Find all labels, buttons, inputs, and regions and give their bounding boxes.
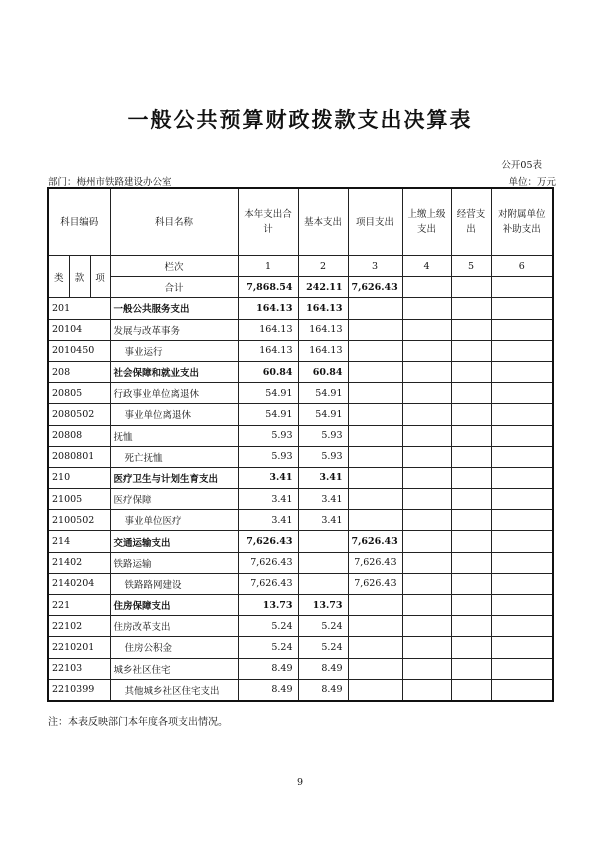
header-col1: 本年支出合计 [238,188,298,256]
subsidy-cell [491,446,553,467]
subject-code-cell: 22102 [48,616,110,637]
subsidy-cell [491,573,553,594]
operating-expenditure-cell [451,383,491,404]
operating-expenditure-cell [451,510,491,531]
upper-payment-cell [402,531,451,552]
upper-payment-cell [402,404,451,425]
project-expenditure-cell [348,595,402,616]
upper-payment-cell [402,467,451,488]
upper-payment-cell [402,319,451,340]
subsidy-cell [491,383,553,404]
col-number-2: 2 [298,256,348,277]
subsidy-cell [491,319,553,340]
subject-code-cell: 201 [48,298,110,319]
total-expenditure-cell: 7,626.43 [238,552,298,573]
subject-code-cell: 2140204 [48,573,110,594]
subsidy-cell [491,637,553,658]
table-row [48,489,553,510]
subsidy-cell [491,510,553,531]
total-expenditure-cell: 5.24 [238,616,298,637]
operating-expenditure-cell [451,467,491,488]
operating-expenditure-cell [451,340,491,361]
col-number-6: 6 [491,256,553,277]
total-expenditure-cell: 5.24 [238,637,298,658]
subject-code-cell: 2210399 [48,679,110,701]
operating-expenditure-cell [451,552,491,573]
project-expenditure-cell [348,616,402,637]
total-expenditure-cell: 7,626.43 [238,531,298,552]
header-col6: 对附属单位补助支出 [491,188,553,256]
subject-name-cell: 死亡抚恤 [110,446,238,467]
basic-expenditure-cell: 164.13 [298,319,348,340]
header-subject-code: 科目编码 [48,188,110,256]
subject-code-cell: 2080502 [48,404,110,425]
table-row [48,658,553,679]
total-expenditure-cell: 8.49 [238,658,298,679]
header-col5: 经营支出 [451,188,491,256]
total-expenditure-cell: 3.41 [238,489,298,510]
subject-name-cell: 铁路路网建设 [110,573,238,594]
subject-name-cell: 发展与改革事务 [110,319,238,340]
subject-name-cell: 抚恤 [110,425,238,446]
subject-code-cell: 210 [48,467,110,488]
table-row [48,679,553,701]
total-expenditure-cell: 3.41 [238,467,298,488]
total-expenditure-cell: 60.84 [238,361,298,382]
project-expenditure-cell: 7,626.43 [348,573,402,594]
total-expenditure-cell: 5.93 [238,446,298,467]
subsidy-cell [491,531,553,552]
basic-expenditure-cell: 164.13 [298,340,348,361]
table-row [48,531,553,552]
upper-payment-cell [402,679,451,701]
expenditure-table [47,187,554,702]
subject-name-cell: 铁路运输 [110,552,238,573]
total-expenditure-cell: 8.49 [238,679,298,701]
operating-expenditure-cell [451,425,491,446]
department-label: 部门：梅州市铁路建设办公室 [48,177,172,188]
project-expenditure-cell [348,467,402,488]
total-expenditure-cell: 13.73 [238,595,298,616]
operating-expenditure-cell [451,404,491,425]
basic-expenditure-cell: 54.91 [298,404,348,425]
basic-expenditure-cell [298,531,348,552]
operating-expenditure-cell [451,489,491,510]
operating-expenditure-cell [451,298,491,319]
subject-name-cell: 住房公积金 [110,637,238,658]
upper-payment-cell [402,489,451,510]
table-row [48,510,553,531]
basic-expenditure-cell: 5.24 [298,616,348,637]
total-col3: 7,626.43 [348,277,402,298]
subsidy-cell [491,298,553,319]
subsidy-cell [491,616,553,637]
header-kuan: 款 [69,256,90,298]
subsidy-cell [491,467,553,488]
total-expenditure-cell: 54.91 [238,404,298,425]
project-expenditure-cell [348,637,402,658]
project-expenditure-cell [348,319,402,340]
basic-expenditure-cell [298,573,348,594]
subject-code-cell: 214 [48,531,110,552]
upper-payment-cell [402,552,451,573]
header-col3: 项目支出 [348,188,402,256]
header-col4: 上缴上级支出 [402,188,451,256]
basic-expenditure-cell: 60.84 [298,361,348,382]
header-col2: 基本支出 [298,188,348,256]
header-subject-name: 科目名称 [110,188,238,256]
project-expenditure-cell [348,298,402,319]
total-expenditure-cell: 54.91 [238,383,298,404]
subject-name-cell: 社会保障和就业支出 [110,361,238,382]
basic-expenditure-cell: 3.41 [298,510,348,531]
project-expenditure-cell [348,679,402,701]
operating-expenditure-cell [451,573,491,594]
operating-expenditure-cell [451,616,491,637]
subsidy-cell [491,595,553,616]
subsidy-cell [491,552,553,573]
total-expenditure-cell: 3.41 [238,510,298,531]
subject-name-cell: 事业单位医疗 [110,510,238,531]
project-expenditure-cell [348,658,402,679]
operating-expenditure-cell [451,446,491,467]
total-expenditure-cell: 164.13 [238,319,298,340]
project-expenditure-cell: 7,626.43 [348,531,402,552]
upper-payment-cell [402,595,451,616]
total-col5 [451,277,491,298]
subject-name-cell: 一般公共服务支出 [110,298,238,319]
table-row [48,340,553,361]
operating-expenditure-cell [451,361,491,382]
subject-name-cell: 交通运输支出 [110,531,238,552]
subject-name-cell: 住房改革支出 [110,616,238,637]
project-expenditure-cell [348,383,402,404]
subject-name-cell: 其他城乡社区住宅支出 [110,679,238,701]
basic-expenditure-cell: 54.91 [298,383,348,404]
basic-expenditure-cell: 3.41 [298,467,348,488]
basic-expenditure-cell: 164.13 [298,298,348,319]
subject-code-cell: 21402 [48,552,110,573]
total-row [48,277,553,298]
table-row [48,361,553,382]
col-number-4: 4 [402,256,451,277]
subject-name-cell: 医疗保障 [110,489,238,510]
upper-payment-cell [402,361,451,382]
upper-payment-cell [402,425,451,446]
project-expenditure-cell: 7,626.43 [348,552,402,573]
total-col2: 242.11 [298,277,348,298]
subject-name-cell: 医疗卫生与计划生育支出 [110,467,238,488]
project-expenditure-cell [348,404,402,425]
subject-name-cell: 事业运行 [110,340,238,361]
subsidy-cell [491,361,553,382]
subject-code-cell: 2210201 [48,637,110,658]
basic-expenditure-cell: 8.49 [298,658,348,679]
basic-expenditure-cell: 5.93 [298,425,348,446]
col-number-3: 3 [348,256,402,277]
basic-expenditure-cell: 8.49 [298,679,348,701]
col-number-1: 1 [238,256,298,277]
table-row [48,552,553,573]
project-expenditure-cell [348,446,402,467]
subject-code-cell: 22103 [48,658,110,679]
subject-code-cell: 2080801 [48,446,110,467]
total-expenditure-cell: 7,626.43 [238,573,298,594]
subject-code-cell: 20808 [48,425,110,446]
upper-payment-cell [402,446,451,467]
subsidy-cell [491,658,553,679]
header-xiang: 项 [90,256,110,298]
unit-label: 单位：万元 [508,177,556,188]
table-row [48,616,553,637]
total-expenditure-cell: 164.13 [238,298,298,319]
subject-code-cell: 21005 [48,489,110,510]
basic-expenditure-cell: 13.73 [298,595,348,616]
upper-payment-cell [402,658,451,679]
upper-payment-cell [402,510,451,531]
table-row [48,298,553,319]
operating-expenditure-cell [451,319,491,340]
upper-payment-cell [402,637,451,658]
header-row [48,188,553,256]
subject-code-cell: 20805 [48,383,110,404]
subject-name-cell: 事业单位离退休 [110,404,238,425]
operating-expenditure-cell [451,531,491,552]
upper-payment-cell [402,298,451,319]
basic-expenditure-cell: 5.24 [298,637,348,658]
table-row [48,573,553,594]
form-code: 公开05表 [501,160,542,171]
page-number: 9 [296,777,304,788]
subsidy-cell [491,425,553,446]
table-row [48,446,553,467]
upper-payment-cell [402,573,451,594]
table-row [48,467,553,488]
total-col4 [402,277,451,298]
column-number-row [48,256,553,277]
upper-payment-cell [402,616,451,637]
subject-code-cell: 2010450 [48,340,110,361]
basic-expenditure-cell: 3.41 [298,489,348,510]
operating-expenditure-cell [451,658,491,679]
total-expenditure-cell: 164.13 [238,340,298,361]
header-lei: 类 [48,256,69,298]
subsidy-cell [491,340,553,361]
upper-payment-cell [402,340,451,361]
table-row [48,319,553,340]
col-number-5: 5 [451,256,491,277]
operating-expenditure-cell [451,637,491,658]
subject-code-cell: 208 [48,361,110,382]
total-expenditure-cell: 5.93 [238,425,298,446]
operating-expenditure-cell [451,595,491,616]
total-col6 [491,277,553,298]
table-row [48,425,553,446]
subsidy-cell [491,489,553,510]
subsidy-cell [491,404,553,425]
table-row [48,595,553,616]
project-expenditure-cell [348,510,402,531]
table-row [48,637,553,658]
header-lanci: 栏次 [110,256,238,277]
page-title: 一般公共预算财政拨款支出决算表 [127,107,473,132]
table-row [48,383,553,404]
table-row [48,404,553,425]
footnote: 注：本表反映部门本年度各项支出情况。 [48,717,228,728]
basic-expenditure-cell [298,552,348,573]
upper-payment-cell [402,383,451,404]
operating-expenditure-cell [451,679,491,701]
project-expenditure-cell [348,340,402,361]
subject-code-cell: 20104 [48,319,110,340]
subject-name-cell: 行政事业单位离退休 [110,383,238,404]
subject-name-cell: 城乡社区住宅 [110,658,238,679]
project-expenditure-cell [348,361,402,382]
project-expenditure-cell [348,489,402,510]
basic-expenditure-cell: 5.93 [298,446,348,467]
subsidy-cell [491,679,553,701]
subject-code-cell: 221 [48,595,110,616]
subject-code-cell: 2100502 [48,510,110,531]
project-expenditure-cell [348,425,402,446]
subject-name-cell: 住房保障支出 [110,595,238,616]
total-label: 合计 [110,277,238,298]
total-col1: 7,868.54 [238,277,298,298]
